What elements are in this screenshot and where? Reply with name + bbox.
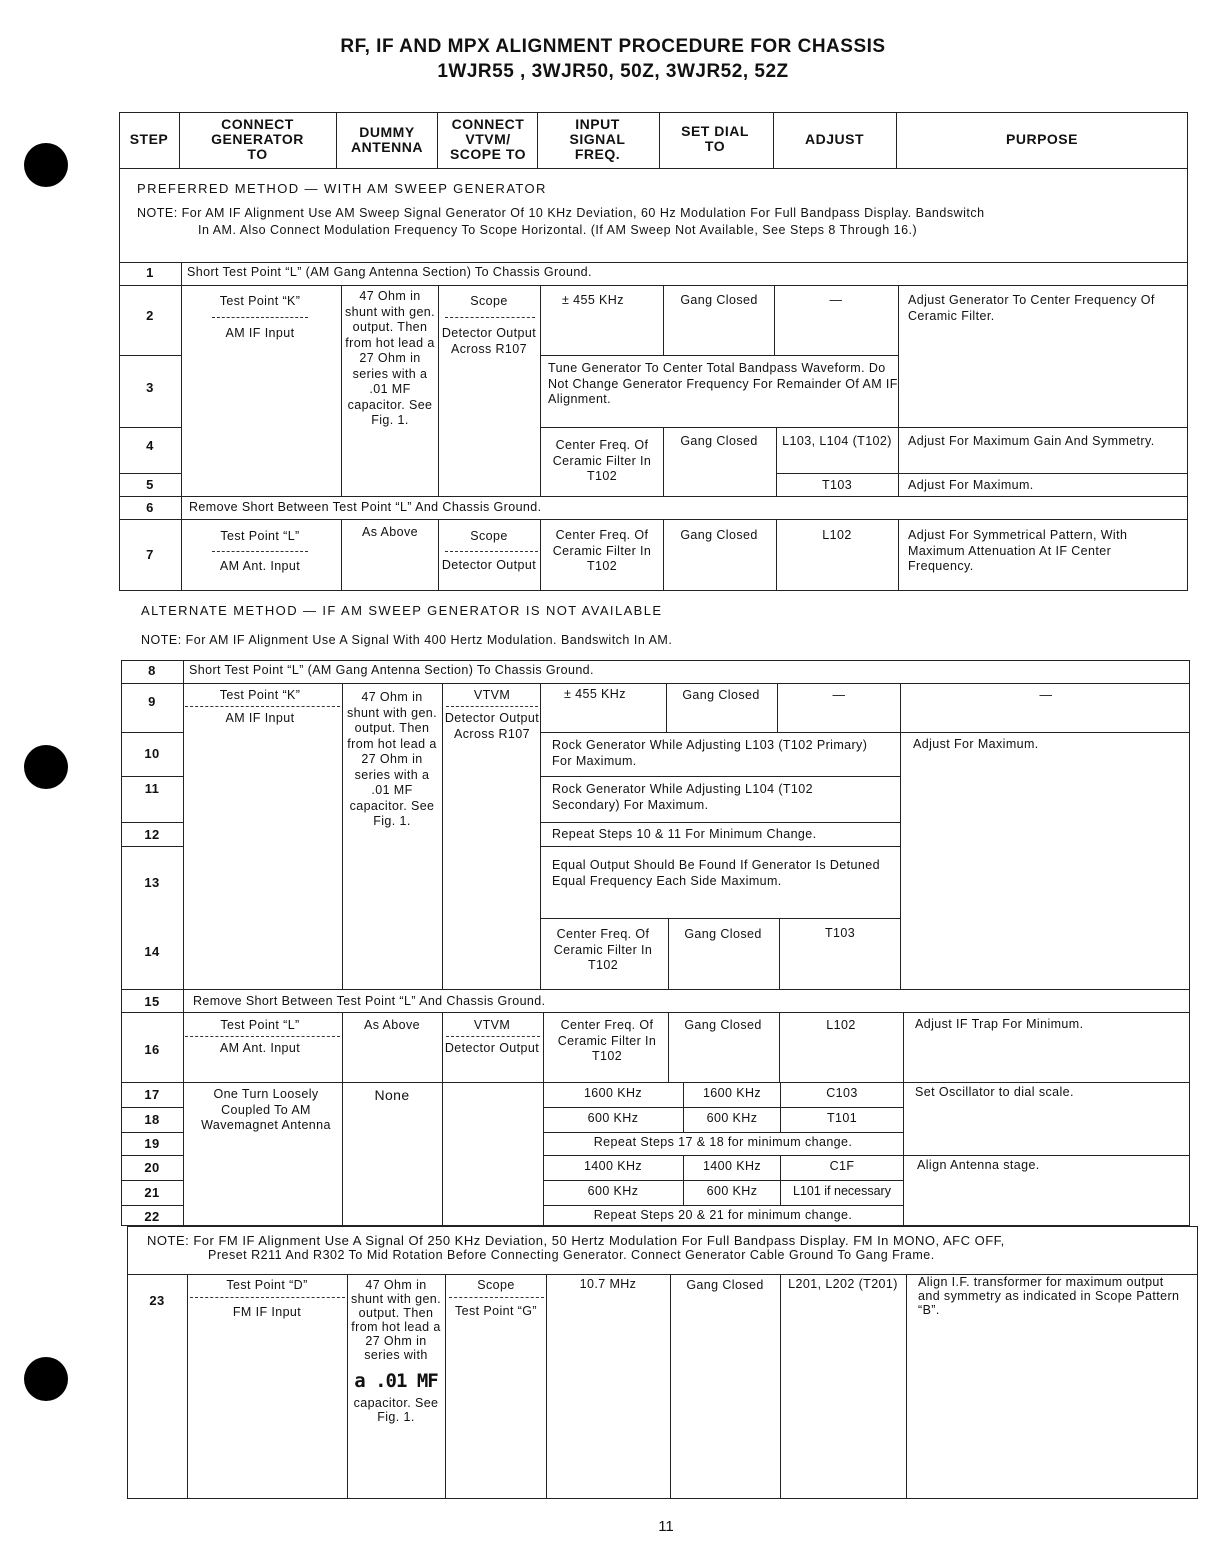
set-dial-gang-closed: Gang Closed (682, 688, 760, 702)
input-center-freq: Center Freq. Of Ceramic Filter In T102 (553, 927, 653, 972)
adjust-t103: T103 (821, 478, 853, 492)
step-15-text: Remove Short Between Test Point “L” And Chassis Ground. (193, 994, 546, 1008)
purpose-step-10: Adjust For Maximum. (913, 737, 1039, 751)
adjust-l102: L102 (826, 1018, 856, 1032)
step-13-text: Equal Output Should Be Found If Generator Is Detuned Equal Frequency Each Side Maximum. (552, 858, 880, 888)
step-22-text: Repeat Steps 20 & 21 for minimum change. (593, 1208, 853, 1222)
dial-600: 600 KHz (706, 1184, 758, 1198)
header-step: STEP (129, 131, 169, 147)
step-number: 3 (146, 380, 154, 395)
dial-1400: 1400 KHz (702, 1159, 762, 1173)
set-dial-gang-closed: Gang Closed (684, 1018, 762, 1032)
generator-test-point-k: Test Point “K” (219, 294, 301, 308)
input-1600: 1600 KHz (583, 1086, 643, 1100)
input-600: 600 KHz (587, 1184, 639, 1198)
adjust-t101: T101 (826, 1111, 858, 1125)
step-3-text: Tune Generator To Center Total Bandpass Waveform. Do Not Change Generator Frequency For Remainder Of AM IF Alignment. (548, 361, 898, 406)
vtvm-scope: Scope (470, 529, 508, 543)
purpose-step-16: Adjust IF Trap For Minimum. (915, 1017, 1084, 1031)
generator-test-point-d: Test Point “D” (226, 1278, 308, 1292)
step-number: 15 (144, 994, 160, 1009)
step-11-text: Rock Generator While Adjusting L104 (T102 Secondary) For Maximum. (552, 782, 813, 812)
purpose-none: — (1039, 688, 1053, 702)
generator-am-ant-input: AM Ant. Input (219, 559, 301, 573)
page-number: 11 (658, 1518, 674, 1535)
input-center-freq: Center Freq. Of Ceramic Filter In T102 (557, 1018, 657, 1063)
purpose-step-4: Adjust For Maximum Gain And Symmetry. (908, 434, 1155, 448)
adjust-l201-l202: L201, L202 (T201) (788, 1277, 898, 1291)
input-freq-455: ± 455 KHz (564, 687, 626, 701)
binder-hole-top (24, 143, 68, 187)
step-number: 10 (144, 746, 160, 761)
generator-fm-if-input: FM IF Input (232, 1305, 302, 1319)
input-freq-455: ± 455 KHz (562, 293, 624, 307)
set-dial-gang-closed: Gang Closed (684, 927, 762, 941)
vtvm-label: VTVM (473, 1018, 511, 1032)
generator-test-point-l: Test Point “L” (220, 1018, 300, 1032)
header-generator: CONNECT GENERATOR TO (211, 116, 304, 162)
step-number: 14 (144, 944, 160, 959)
step-number: 6 (146, 500, 154, 515)
adjust-none: — (829, 293, 843, 307)
input-center-freq: Center Freq. Of Ceramic Filter In T102 (552, 528, 652, 573)
set-dial-gang-closed: Gang Closed (686, 1278, 764, 1292)
step-number: 5 (146, 477, 154, 492)
adjust-l101: L101 if necessary (793, 1184, 891, 1198)
fm-note-line2: Preset R211 And R302 To Mid Rotation Before Connecting Generator. Connect Generator Cable Ground To Gang Frame. (208, 1248, 935, 1262)
vtvm-detector-output: Detector Output Across R107 (441, 326, 537, 356)
step-number: 22 (144, 1209, 160, 1224)
step-8-text: Short Test Point “L” (AM Gang Antenna Section) To Chassis Ground. (189, 663, 594, 677)
step-number: 7 (146, 547, 154, 562)
adjust-c103: C103 (826, 1086, 858, 1100)
step-number: 8 (148, 663, 156, 678)
purpose-step-23: Align I.F. transformer for maximum output and symmetry as indicated in Scope Pattern “B”. (918, 1275, 1180, 1317)
step-number: 11 (144, 781, 160, 796)
purpose-step-20: Align Antenna stage. (917, 1158, 1040, 1172)
alignment-table-bottom (127, 1226, 1198, 1499)
generator-am-if-input: AM IF Input (225, 326, 295, 340)
dummy-capacitor-value: a .01 MF (354, 1370, 438, 1392)
header-set-dial: SET DIAL TO (681, 123, 749, 154)
step-19-text: Repeat Steps 17 & 18 for minimum change. (593, 1135, 853, 1149)
step-6-text: Remove Short Between Test Point “L” And Chassis Ground. (189, 500, 542, 514)
vtvm-detector-output: Detector Output Across R107 (444, 711, 540, 741)
step-number: 9 (148, 694, 156, 709)
preferred-note-line2: In AM. Also Connect Modulation Frequency To Scope Horizontal. (If AM Sweep Not Available, See Steps 8 Through 16.) (198, 223, 918, 237)
dummy-antenna-spec: 47 Ohm in shunt with gen. output. Then from hot lead a 27 Ohm in series with a .01 MF capacitor. See Fig. 1. (344, 289, 436, 427)
step-number: 16 (144, 1042, 160, 1057)
adjust-l103-l104: L103, L104 (T102) (782, 434, 892, 448)
set-dial-gang-closed: Gang Closed (680, 293, 758, 307)
adjust-none: — (832, 688, 846, 702)
dummy-capacitor-note: capacitor. See Fig. 1. (353, 1396, 439, 1424)
purpose-step-17: Set Oscillator to dial scale. (915, 1085, 1074, 1099)
dial-1600: 1600 KHz (702, 1086, 762, 1100)
binder-hole-bottom (24, 1357, 68, 1401)
step-number: 4 (146, 438, 154, 453)
step-10-text: Rock Generator While Adjusting L103 (T102 Primary) For Maximum. (552, 738, 868, 768)
set-dial-gang-closed: Gang Closed (680, 434, 758, 448)
preferred-note-line1: NOTE: For AM IF Alignment Use AM Sweep Signal Generator Of 10 KHz Deviation, 60 Hz Modulation For Full Bandpass Display. Bandswitch (137, 206, 985, 220)
alternate-note: NOTE: For AM IF Alignment Use A Signal With 400 Hertz Modulation. Bandswitch In AM. (141, 633, 673, 647)
step-number: 2 (146, 308, 154, 323)
header-purpose: PURPOSE (1006, 131, 1078, 147)
set-dial-gang-closed: Gang Closed (680, 528, 758, 542)
vtvm-label: VTVM (473, 688, 511, 702)
generator-am-if-input: AM IF Input (225, 711, 295, 725)
preferred-method-heading: PREFERRED METHOD — WITH AM SWEEP GENERATOR (137, 181, 547, 196)
vtvm-detector-output: Detector Output (441, 558, 537, 572)
header-adjust: ADJUST (804, 131, 864, 147)
input-600: 600 KHz (587, 1111, 639, 1125)
purpose-step-5: Adjust For Maximum. (908, 478, 1034, 492)
header-vtvm-scope: CONNECT VTVM/ SCOPE TO (449, 116, 527, 162)
alternate-method-heading: ALTERNATE METHOD — IF AM SWEEP GENERATOR IS NOT AVAILABLE (141, 603, 663, 618)
generator-loop-antenna: One Turn Loosely Coupled To AM Wavemagnet Antenna (201, 1087, 331, 1132)
dummy-antenna-spec: 47 Ohm in shunt with gen. output. Then from hot lead a 27 Ohm in series with a .01 MF capacitor. See Fig. 1. (346, 690, 438, 828)
vtvm-scope: Scope (477, 1278, 515, 1292)
step-number: 18 (144, 1112, 160, 1127)
input-10-7mhz: 10.7 MHz (579, 1277, 637, 1291)
adjust-c1f: C1F (829, 1159, 855, 1173)
step-number: 1 (146, 265, 154, 280)
step-1-text: Short Test Point “L” (AM Gang Antenna Section) To Chassis Ground. (187, 265, 592, 279)
step-number: 23 (149, 1293, 165, 1308)
dummy-none: None (374, 1087, 410, 1103)
purpose-step-7: Adjust For Symmetrical Pattern, With Maximum Attenuation At IF Center Frequency. (908, 528, 1128, 573)
input-1400: 1400 KHz (583, 1159, 643, 1173)
step-number: 12 (144, 827, 160, 842)
purpose-step-2: Adjust Generator To Center Frequency Of Ceramic Filter. (908, 293, 1155, 323)
adjust-t103: T103 (824, 926, 856, 940)
input-center-freq: Center Freq. Of Ceramic Filter In T102 (552, 438, 652, 483)
generator-test-point-l: Test Point “L” (220, 529, 300, 543)
dummy-as-above: As Above (361, 525, 418, 539)
step-number: 13 (144, 875, 160, 890)
vtvm-scope: Scope (470, 294, 508, 308)
step-number: 20 (144, 1160, 160, 1175)
generator-test-point-k: Test Point “K” (219, 688, 301, 702)
generator-am-ant-input: AM Ant. Input (219, 1041, 301, 1055)
fm-note-line1: NOTE: For FM IF Alignment Use A Signal Of 250 KHz Deviation, 50 Hertz Modulation For Full Bandpass Display. FM In MONO, AFC OFF, (147, 1233, 1005, 1248)
dummy-antenna-spec-fm: 47 Ohm in shunt with gen. output. Then from hot lead a 27 Ohm in series with (350, 1278, 442, 1362)
binder-hole-middle (24, 745, 68, 789)
step-number: 21 (144, 1185, 160, 1200)
step-number: 19 (144, 1136, 160, 1151)
step-number: 17 (144, 1087, 160, 1102)
adjust-l102: L102 (822, 528, 852, 542)
header-dummy-antenna: DUMMY ANTENNA (351, 124, 423, 155)
vtvm-detector-output: Detector Output (444, 1041, 540, 1055)
dummy-as-above: As Above (363, 1018, 420, 1032)
vtvm-test-point-g: Test Point “G” (454, 1304, 537, 1318)
step-12-text: Repeat Steps 10 & 11 For Minimum Change. (552, 827, 817, 841)
header-input-freq: INPUT SIGNAL FREQ. (569, 116, 626, 162)
dial-600: 600 KHz (706, 1111, 758, 1125)
page-subtitle: 1WJR55 , 3WJR50, 50Z, 3WJR52, 52Z (437, 61, 789, 82)
page-title: RF, IF AND MPX ALIGNMENT PROCEDURE FOR CHASSIS (340, 36, 886, 57)
